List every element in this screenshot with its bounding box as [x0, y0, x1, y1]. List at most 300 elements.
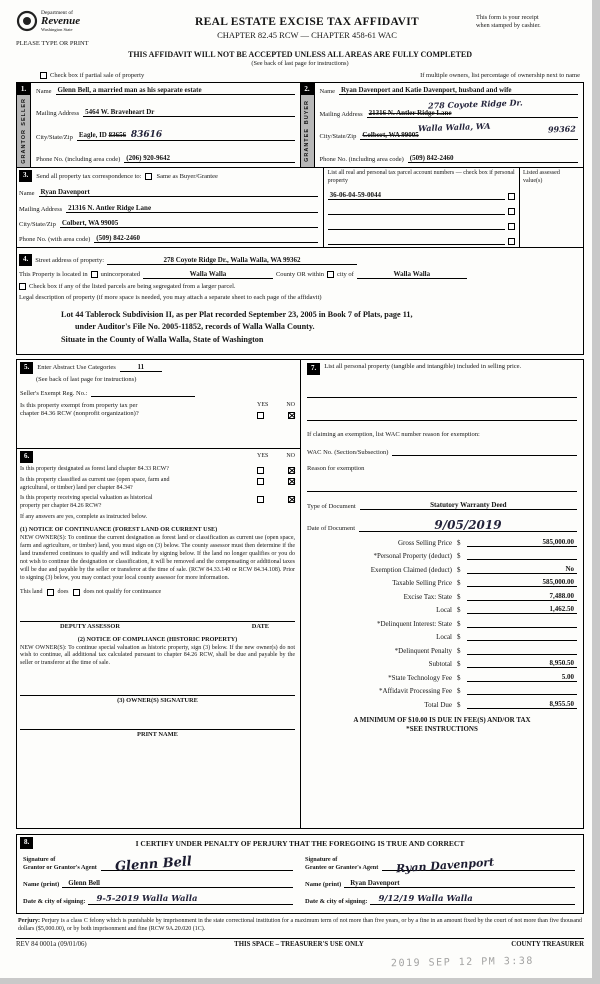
- seller-strip-label-top: SELLER: [20, 98, 27, 126]
- buyer-address-label: Mailing Address: [319, 110, 363, 118]
- seller-address-field[interactable]: 5464 W. Braveheart Dr: [83, 108, 294, 117]
- dollar-sign: $: [457, 660, 461, 669]
- section6-header: [20, 451, 295, 463]
- county-or-label: County OR within: [275, 271, 325, 278]
- certify-text: I CERTIFY UNDER PENALTY OF PERJURY THAT THE FOREGOING IS TRUE AND CORRECT: [135, 838, 465, 848]
- legal-description-text: [61, 309, 578, 346]
- city-of-label: city of: [337, 271, 354, 278]
- personal-property-label: List all personal property (tangible and intangible) included in selling price.: [324, 362, 522, 370]
- money-row-delinquent-interest-local: [307, 632, 577, 641]
- form-revision-number: REV 84 0001a (09/01/06): [16, 940, 87, 948]
- correspondence-name-label: Name: [19, 190, 35, 198]
- buyer-side: [301, 83, 315, 167]
- grantee-signature-label: [305, 856, 382, 872]
- wac-field[interactable]: [392, 447, 577, 456]
- parcel-number-field[interactable]: 36-06-04-59-0044: [328, 191, 505, 200]
- name-print-label: Name (print): [305, 881, 342, 889]
- nonprofit-question: [20, 402, 257, 419]
- money-row-taxable: [307, 578, 577, 587]
- money-label: *Personal Property (deduct): [373, 552, 452, 561]
- money-value-field[interactable]: 585,000.00: [467, 578, 577, 587]
- date-of-document-label: Date of Document: [307, 524, 356, 532]
- money-value-field[interactable]: [467, 619, 577, 628]
- money-value-field[interactable]: 8,950.50: [467, 659, 577, 668]
- current-use-question-line2: agricultural, or timber) land per chapter 84.34?: [20, 484, 133, 491]
- abstract-use-label: Enter Abstract Use Categories: [37, 364, 116, 372]
- money-value-field[interactable]: [467, 686, 577, 695]
- yes-header: YES: [257, 401, 269, 408]
- dollar-sign: $: [457, 700, 461, 709]
- forest-land-question-row: [20, 466, 295, 474]
- nonprofit-question-row: [20, 402, 295, 419]
- certify-header: [17, 835, 583, 850]
- grantee-date-city-field[interactable]: [370, 894, 575, 905]
- signatures-grid: [17, 850, 583, 914]
- current-use-question-row: [20, 477, 295, 493]
- perjury-notice: [16, 918, 584, 934]
- seller-name-row: [36, 86, 295, 95]
- money-label: Local: [436, 633, 452, 642]
- receipt-note: [476, 10, 584, 30]
- exempt-reg-row: [20, 388, 295, 397]
- money-table: [307, 538, 577, 709]
- warning-banner: THIS AFFIDAVIT WILL NOT BE ACCEPTED UNLESS ALL AREAS ARE FULLY COMPLETED: [127, 50, 473, 59]
- parcel-personal-checkbox-4[interactable]: [508, 238, 515, 245]
- type-of-document-row: [307, 501, 577, 510]
- segregated-row: [19, 283, 578, 290]
- logo-revenue: Revenue: [41, 15, 81, 27]
- parcel-row: [328, 236, 515, 245]
- receipt-note-line2: when stamped by cashier.: [476, 22, 541, 30]
- grantee-printed-name: Ryan Davenport: [350, 879, 400, 888]
- forest-land-question: Is this property designated as forest land chapter 84.33 RCW?: [20, 465, 169, 472]
- section3-badge: 3.: [19, 170, 32, 182]
- section4-badge: 4.: [19, 254, 32, 266]
- exempt-reg-field[interactable]: [91, 388, 195, 397]
- dollar-sign: $: [457, 579, 461, 588]
- nonprofit-yes-checkbox[interactable]: [257, 412, 264, 419]
- wac-label: WAC No. (Section/Subsection): [307, 448, 389, 456]
- grantor-signature-handwritten: Glenn Bell: [114, 854, 193, 876]
- forest-land-yes-checkbox[interactable]: [257, 467, 264, 474]
- current-use-yes-checkbox[interactable]: [257, 478, 264, 485]
- abstract-use-field[interactable]: 11: [120, 363, 162, 372]
- grantee-name-field[interactable]: [344, 877, 575, 888]
- grantee-signature-field[interactable]: [382, 855, 575, 876]
- seller-address-row: [36, 108, 295, 117]
- parcel-row: [328, 206, 515, 215]
- section8: [16, 834, 584, 915]
- grantor-signature-field[interactable]: [101, 854, 293, 876]
- partial-sale-checkbox[interactable]: [40, 72, 47, 79]
- notice2-title: (2) NOTICE OF COMPLIANCE (HISTORIC PROPERTY): [77, 635, 238, 643]
- exempt-reg-label: Seller's Exempt Reg. No.:: [20, 389, 88, 397]
- reason-field[interactable]: [307, 480, 577, 492]
- seller-address-label: Mailing Address: [36, 110, 80, 117]
- parcel-list: [324, 168, 519, 247]
- segregated-checkbox[interactable]: [19, 283, 26, 290]
- historic-question-line1: Is this property receiving special valuation as historical: [20, 495, 153, 502]
- current-use-question: [20, 477, 257, 493]
- money-value-field[interactable]: 8,955.50: [467, 700, 577, 709]
- segregated-label: Check box if any of the listed parcels are being segregated from a larger parcel.: [29, 283, 236, 290]
- form-title: REAL ESTATE EXCISE TAX AFFIDAVIT: [195, 16, 419, 28]
- grantee-date-city-row: [305, 894, 575, 905]
- grantee-signature-label-line1: Signature of: [305, 855, 338, 863]
- money-row-excise-state: [307, 592, 577, 601]
- buyer-zip-handwritten: 99362: [547, 123, 577, 135]
- grantee-date-city-handwritten: 9/12/19 Walla Walla: [378, 894, 473, 905]
- minimum-fee-note: A MINIMUM OF $10.00 IS DUE IN FEE(S) AND/OR TAX: [353, 715, 531, 724]
- located-pre-label: This Property is located in: [19, 271, 88, 278]
- buyer-address-row: [319, 97, 579, 118]
- deputy-assessor-signature-line[interactable]: [20, 610, 295, 622]
- seller-city-field[interactable]: [77, 130, 295, 141]
- send-correspondence-label: Send all property tax correspondence to:: [36, 172, 142, 180]
- treasurer-space-label: THIS SPACE – TREASURER'S USE ONLY: [234, 940, 364, 948]
- street-address-field[interactable]: 278 Coyote Ridge Dr., Walla Walla, WA 99362: [107, 256, 357, 265]
- money-value-field[interactable]: No: [467, 565, 577, 574]
- parcel-row: [328, 221, 515, 230]
- city-field[interactable]: Walla Walla: [357, 270, 467, 279]
- print-name-label: PRINT NAME: [137, 731, 178, 739]
- legal-line2: under Auditor's File No. 2005-11852, records of Walla Walla County.: [75, 322, 315, 332]
- correspondence-phone-row: [19, 234, 318, 243]
- section7-badge: 7.: [307, 363, 320, 375]
- parties-section: [16, 82, 584, 168]
- money-row-gross: [307, 538, 577, 547]
- assessed-values-column: [519, 168, 583, 247]
- dollar-sign: $: [457, 565, 461, 574]
- dollar-sign: $: [457, 592, 461, 601]
- money-label: *Delinquent Penalty: [394, 646, 452, 655]
- buyer-section: [301, 83, 584, 167]
- land-does-checkbox[interactable]: [47, 589, 54, 596]
- correspondence-name-field[interactable]: Ryan Davenport: [39, 188, 318, 197]
- parcel-row: [328, 191, 515, 200]
- deputy-assessor-labels: [20, 623, 295, 630]
- historic-question-line2: property per chapter 84.26 RCW?: [20, 503, 102, 510]
- dollar-sign: $: [457, 606, 461, 615]
- perjury-body: Perjury is a class C felony which is punishable by imprisonment in the state correctional institution for a maximum term of not more than five years, or by a fine in an amount fixed by the court of not more than five thousand dollars ($5,000.00), or by both imprisonment and fine (RCW 9A.20.020 (1C).: [18, 918, 583, 933]
- revenue-logo-text: [41, 10, 80, 32]
- buyer-strip-label-top: BUYER: [304, 99, 310, 124]
- legal-description-label-row: [19, 294, 578, 301]
- seller-phone-label: Phone No. (including area code): [36, 156, 121, 163]
- historic-question: [20, 495, 257, 511]
- assessed-values-header: Listed assessed value(s): [523, 170, 560, 184]
- correspondence-address-label: Mailing Address: [19, 205, 63, 213]
- seller-section: [17, 83, 301, 167]
- money-value-field[interactable]: 1,462.50: [467, 605, 577, 614]
- parcel-personal-checkbox-3[interactable]: [508, 223, 515, 230]
- buyer-address-handwritten: 278 Coyote Ridge Dr.: [427, 97, 523, 111]
- grantor-name-row: [23, 877, 293, 888]
- section4: [16, 248, 584, 355]
- grantor-signature-label-line2: Grantor or Grantor's Agent: [23, 863, 97, 871]
- grantor-date-city-row: [23, 894, 293, 905]
- dollar-sign: $: [457, 552, 461, 561]
- grantee-name-row: [305, 877, 575, 888]
- dollar-sign: $: [457, 646, 461, 655]
- exemption-note: If claiming an exemption, list WAC number reason for exemption:: [307, 430, 480, 438]
- grantor-signature-row: [23, 854, 293, 876]
- grantor-printed-name: Glenn Bell: [68, 879, 100, 888]
- left-column: [16, 359, 300, 829]
- section5: [16, 359, 300, 449]
- same-as-buyer-label: Same as Buyer/Grantee: [156, 172, 218, 180]
- date-of-document-row: [307, 518, 577, 532]
- section7: [300, 359, 584, 829]
- money-row-processing-fee: [307, 686, 577, 695]
- date-city-label: Date & city of signing:: [305, 898, 368, 906]
- abstract-use-row: [20, 362, 295, 374]
- grantor-signature-label-line1: Signature of: [23, 855, 56, 863]
- money-value-field[interactable]: 585,000.00: [467, 538, 577, 547]
- parcel-header: List all real and personal tax parcel account numbers — check box if personal property: [327, 170, 515, 184]
- seller-strip-label-bottom: GRANTOR: [20, 129, 27, 164]
- seller-phone-field[interactable]: (206) 920-9642: [124, 154, 294, 163]
- money-row-total-due: [307, 700, 577, 709]
- owners-signature-label: (3) OWNER(S) SIGNATURE: [117, 697, 198, 705]
- grantor-signature-label: [23, 856, 101, 872]
- seller-name-field[interactable]: Glenn Bell, a married man as his separate estate: [56, 86, 295, 95]
- partial-sale-row: [16, 72, 584, 79]
- header: [16, 10, 584, 47]
- city-checkbox[interactable]: [327, 271, 334, 278]
- historic-yes-checkbox[interactable]: [257, 496, 264, 503]
- parcel-number-field[interactable]: [328, 236, 505, 245]
- buyer-phone-label: Phone No. (including area code): [319, 155, 404, 163]
- money-value-field[interactable]: [467, 551, 577, 560]
- footer: [16, 938, 584, 948]
- wac-row: [307, 447, 577, 456]
- parcel-personal-checkbox-1[interactable]: [508, 193, 515, 200]
- personal-property-row: [307, 363, 577, 375]
- header-center: [138, 10, 476, 40]
- county-treasurer-label: COUNTY TREASURER: [511, 940, 584, 948]
- correspondence-name-row: [19, 188, 318, 197]
- street-address-label: Street address of property:: [35, 256, 105, 264]
- multiple-owners-note: If multiple owners, list percentage of ownership next to name: [420, 72, 580, 79]
- dollar-sign: $: [457, 673, 461, 682]
- current-use-no-checkbox[interactable]: [288, 478, 295, 485]
- legal-line3: Situate in the County of Walla Walla, State of Washington: [61, 334, 264, 344]
- dollar-sign: $: [457, 687, 461, 696]
- perjury-lead: Perjury:: [18, 918, 40, 925]
- buyer-phone-row: [320, 154, 579, 163]
- section8-badge: 8.: [20, 837, 33, 849]
- money-value-field[interactable]: [467, 632, 577, 641]
- money-label: Total Due: [424, 700, 452, 709]
- reason-label: Reason for exemption: [307, 464, 365, 472]
- money-row-personal: [307, 551, 577, 560]
- seller-fields: [31, 83, 300, 167]
- money-label: Excise Tax: State: [403, 592, 452, 601]
- money-row-delinquent-interest-state: [307, 619, 577, 628]
- buyer-strip: [301, 95, 314, 167]
- seller-strip: [17, 95, 30, 167]
- grantee-signature-column: [305, 850, 577, 906]
- buyer-name-row: [320, 86, 579, 95]
- partial-sale-label: Check box if partial sale of property: [50, 72, 145, 79]
- personal-property-line-1[interactable]: [307, 386, 577, 398]
- buyer-city-field[interactable]: Colbert, WA 99005: [360, 131, 578, 140]
- dollar-sign: $: [457, 538, 461, 547]
- section5-badge: 5.: [20, 362, 33, 374]
- seller-city-label: City/State/Zip: [36, 134, 73, 141]
- grantor-signature-column: [23, 850, 305, 906]
- nonprofit-question-line2: chapter 84.36 RCW (nonprofit organization)?: [20, 410, 139, 418]
- date-of-document-field[interactable]: [359, 518, 577, 532]
- seller-zip-struck: 83656: [108, 131, 127, 139]
- correspondence-phone-label: Phone No. (with area code): [19, 236, 91, 243]
- current-use-question-line1: Is this property classified as current use (open space, farm and: [20, 476, 170, 483]
- notice2-body: NEW OWNER(S): To continue special valuation as historic property, sign (3) below. If the new owner(s) do not wish to continue, all additional tax calculated pursuant to chapter 84.26 RCW, shall be due and payable by the seller or transferor at the time of sale.: [20, 644, 295, 667]
- money-value-field[interactable]: [467, 646, 577, 655]
- dollar-sign: $: [457, 619, 461, 628]
- section3: [16, 168, 584, 248]
- notice1-title: (1) NOTICE OF CONTINUANCE (FOREST LAND OR CURRENT USE): [20, 526, 218, 534]
- type-of-document-label: Type of Document: [307, 502, 356, 510]
- section1-badge: 1.: [17, 83, 30, 95]
- revenue-logo: [16, 10, 138, 32]
- money-label: *Delinquent Interest: State: [376, 619, 452, 628]
- logo-state: Washington State: [41, 27, 73, 32]
- money-row-subtotal: [307, 659, 577, 668]
- money-label: *State Technology Fee: [388, 673, 452, 682]
- land-does-not-checkbox[interactable]: [73, 589, 80, 596]
- personal-property-line-2[interactable]: [307, 409, 577, 421]
- correspondence-address-row: [19, 204, 318, 213]
- buyer-city-label: City/State/Zip: [319, 133, 357, 141]
- instructions-note: (See back of last page for instructions): [251, 60, 349, 67]
- legal-line1: Lot 44 Tablerock Subdivision II, as per Plat recorded September 23, 2005 in Book 7 of Plats, page 11,: [61, 310, 413, 319]
- grantor-date-city-handwritten: 9-5-2019 Walla Walla: [96, 894, 198, 905]
- dollar-sign: $: [457, 633, 461, 642]
- same-as-buyer-checkbox[interactable]: [145, 173, 152, 180]
- buyer-address-field[interactable]: 21316 N. Antler Ridge Lane: [367, 109, 578, 118]
- correspondence-address-field[interactable]: 21316 N. Antler Ridge Lane: [66, 204, 317, 213]
- money-label: Local: [436, 606, 452, 615]
- buyer-phone-field[interactable]: (509) 842-2460: [408, 154, 578, 163]
- received-date-stamp: 2019 SEP 12 PM 3:38: [391, 955, 535, 970]
- yes-header: YES: [257, 452, 269, 459]
- legal-description-label: Legal description of property (if more space is needed, you may attach a separate sheet to each page of the affidavit): [19, 294, 322, 301]
- money-row-excise-local: [307, 605, 577, 614]
- historic-question-row: [20, 495, 295, 511]
- owners-signature-line[interactable]: [20, 684, 295, 696]
- seller-side: [17, 83, 31, 167]
- located-in-row: [19, 270, 578, 279]
- nonprofit-question-line1: Is this property exempt from property tax per: [20, 401, 138, 409]
- see-instructions-note: *SEE INSTRUCTIONS: [406, 724, 478, 733]
- section6-badge: 6.: [20, 451, 33, 463]
- land-pre-label: This land: [20, 589, 43, 596]
- revenue-logo-icon: [16, 10, 38, 32]
- correspondence-city-label: City/State/Zip: [19, 220, 56, 228]
- no-header: NO: [286, 452, 295, 459]
- seller-city-value: Eagle, ID: [78, 131, 107, 139]
- header-left: [16, 10, 138, 47]
- if-yes-note: If any answers are yes, complete as instructed below.: [20, 514, 148, 521]
- correspondence-city-row: [19, 219, 318, 228]
- buyer-name-label: Name: [319, 88, 336, 95]
- grantee-signature-handwritten: Ryan Davenport: [395, 855, 495, 876]
- grantee-signature-label-line2: Grantee or Grantee's Agent: [305, 863, 379, 871]
- correspondence-phone-field[interactable]: (509) 842-2460: [94, 234, 317, 243]
- buyer-fields: [315, 83, 584, 167]
- buyer-name-field[interactable]: Ryan Davenport and Katie Davenport, husband and wife: [339, 86, 578, 95]
- section3-parcels: [323, 168, 583, 247]
- parcel-number-field[interactable]: [328, 221, 505, 230]
- name-print-label: Name (print): [23, 881, 60, 889]
- money-label: Gross Selling Price: [397, 538, 452, 547]
- seller-phone-row: [36, 154, 295, 163]
- money-label: Taxable Selling Price: [392, 579, 452, 588]
- buyer-city-row: [319, 121, 579, 141]
- grantor-name-field[interactable]: [62, 877, 293, 888]
- receipt-note-line1: This form is your receipt: [476, 14, 539, 21]
- section2-badge: 2.: [301, 83, 314, 95]
- land-does-label: does: [57, 589, 69, 596]
- type-of-document-field[interactable]: Statutory Warranty Deed: [360, 501, 577, 510]
- historic-no-checkbox[interactable]: [288, 496, 295, 503]
- street-address-row: [19, 254, 578, 266]
- deputy-assessor-label: DEPUTY ASSESSOR: [60, 622, 120, 630]
- money-row-exemption: [307, 565, 577, 574]
- nonprofit-no-checkbox[interactable]: [288, 412, 295, 419]
- money-label: *Affidavit Processing Fee: [379, 687, 452, 696]
- seller-city-row: [36, 130, 295, 141]
- date-city-label: Date & city of signing:: [23, 898, 86, 906]
- seller-zip-handwritten: 83616: [130, 130, 163, 140]
- section3-send-row: [19, 170, 318, 182]
- money-row-delinquent-penalty: [307, 646, 577, 655]
- print-name-line[interactable]: [20, 718, 295, 730]
- logo-dept: Department of: [41, 10, 73, 16]
- section3-correspondence: [17, 168, 323, 247]
- money-label: Subtotal: [428, 660, 452, 669]
- no-header: NO: [286, 401, 295, 408]
- parcel-number-field[interactable]: [328, 206, 505, 215]
- land-does-not-label: does not qualify for continuance: [83, 589, 162, 596]
- date-of-document-handwritten: 9/05/2019: [434, 517, 502, 532]
- correspondence-city-field[interactable]: Colbert, WA 99005: [60, 219, 318, 228]
- section6: [16, 449, 300, 829]
- money-value-field[interactable]: 5.00: [467, 673, 577, 682]
- grantee-signature-row: [305, 855, 575, 876]
- grantor-date-city-field[interactable]: [88, 894, 293, 905]
- unincorporated-checkbox[interactable]: [91, 271, 98, 278]
- money-label: Exemption Claimed (deduct): [370, 565, 452, 574]
- seller-name-label: Name: [36, 88, 52, 95]
- form-subtitle: CHAPTER 82.45 RCW — CHAPTER 458-61 WAC: [217, 30, 397, 40]
- type-or-print-label: PLEASE TYPE OR PRINT: [16, 40, 89, 47]
- buyer-strip-label-bottom: GRANTEE: [304, 128, 310, 163]
- money-value-field[interactable]: 7,488.00: [467, 592, 577, 601]
- parcel-personal-checkbox-2[interactable]: [508, 208, 515, 215]
- date-label: DATE: [251, 622, 269, 630]
- county-field[interactable]: Walla Walla: [143, 270, 273, 279]
- middle-columns: [16, 359, 584, 829]
- section5-see-back: (See back of last page for instructions): [36, 375, 137, 383]
- buyer-city-handwritten: Walla Walla, WA: [417, 121, 491, 134]
- land-qualify-row: [20, 589, 295, 596]
- money-row-technology-fee: [307, 673, 577, 682]
- nonprofit-answer: [257, 402, 295, 419]
- forest-land-no-checkbox[interactable]: [288, 467, 295, 474]
